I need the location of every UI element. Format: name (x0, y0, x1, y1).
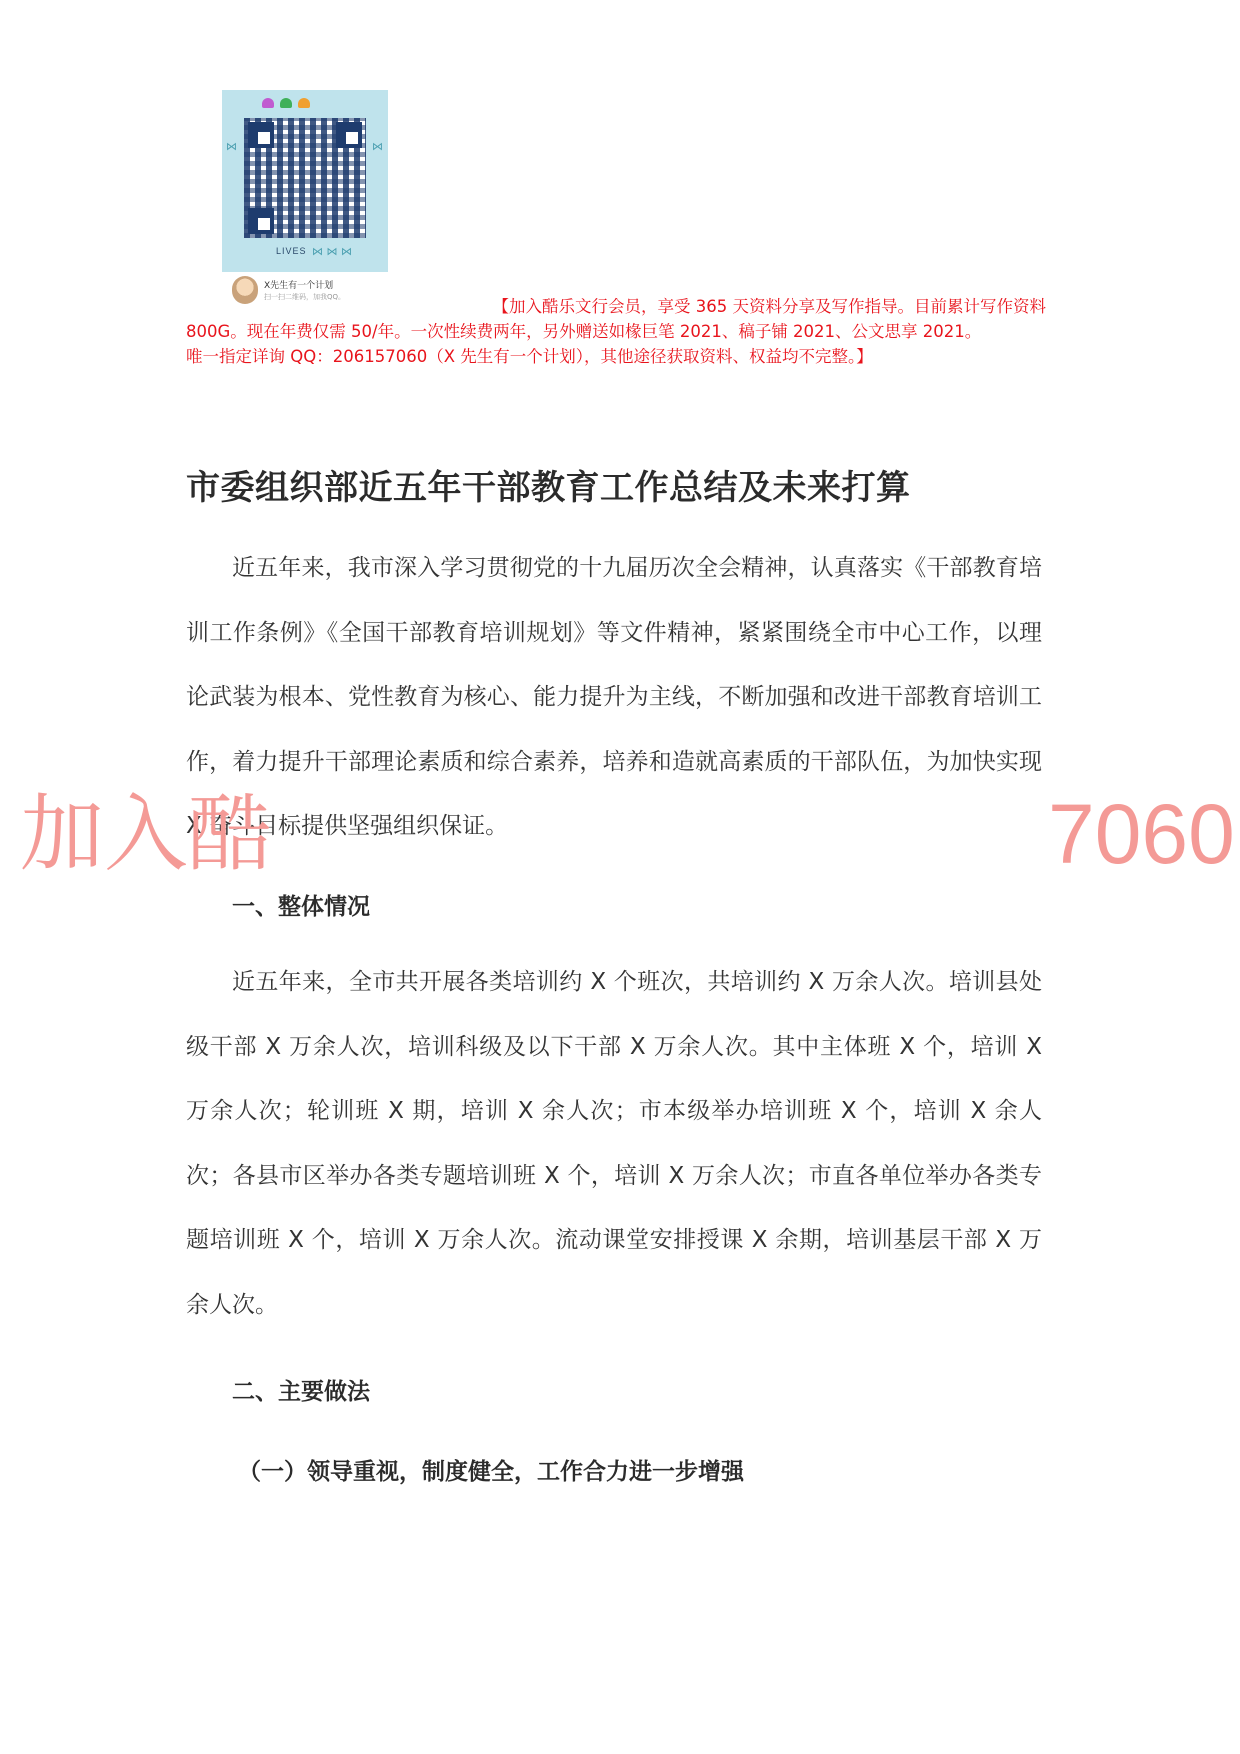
qr-finder-icon (248, 122, 274, 148)
qr-account-name: X先生有一个计划 (264, 281, 334, 291)
promo-line: 唯一指定详询 QQ：206157060（X 先生有一个计划），其他途径获取资料、权益均不完整。】 (186, 347, 873, 366)
intro-paragraph: 近五年来，我市深入学习贯彻党的十九届历次全会精神，认真落实《干部教育培训工作条例》《全国干部教育培训规划》等文件精神，紧紧围绕全市中心工作，以理论武装为根本、党性教育为核心、能力提升为主线，不断加强和改进干部教育培训工作，着力提升干部理论素质和综合素养，培养和造就高素质的干部队伍，为加快实现 X 奋斗目标提供坚强组织保证。 (186, 555, 1042, 839)
section-heading: 二、主要做法 (232, 1379, 370, 1405)
fish-icon: ⋈ ⋈ ⋈ (312, 245, 352, 258)
promo-line: 800G。现在年费仅需 50/年。一次性续费两年，另外赠送如椽巨笔 2021、稿子铺 2021、公文思享 2021。 (186, 322, 982, 341)
qr-account-subtitle: 扫一扫二维码，加我QQ。 (264, 293, 346, 301)
subsection-heading: （一）领导重视，制度健全，工作合力进一步增强 (238, 1459, 744, 1485)
section-heading: 一、整体情况 (232, 894, 370, 920)
fish-icon: ⋈ (226, 140, 237, 153)
watermark-right: 7060 (1048, 787, 1235, 881)
qr-finder-icon (336, 122, 362, 148)
ghost-icons (262, 98, 310, 108)
promo-notice (186, 294, 1046, 369)
page-title: 市委组织部近五年干部教育工作总结及未来打算 (186, 468, 911, 508)
qr-caption: LIVES (276, 246, 307, 256)
qr-code-image (222, 90, 388, 272)
qr-finder-icon (248, 208, 274, 234)
promo-line: 【加入酷乐文行会员，享受 365 天资料分享及写作指导。目前累计写作资料 (492, 297, 1046, 316)
watermark-left: 加入酷 (20, 785, 273, 883)
qr-code (244, 118, 366, 238)
section-paragraph: 近五年来，全市共开展各类培训约 X 个班次，共培训约 X 万余人次。培训县处级干部 X 万余人次，培训科级及以下干部 X 万余人次。其中主体班 X 个，培训 X 万余人次；轮训班 X 期，培训 X 余人次；市本级举办培训班 X 个，培训 X 余人次；各县市区举办各类专题培训班 X 个，培训 X 万余人次；市直各单位举办各类专题培训班 X 个，培训 X 万余人次。流动课堂安排授课 X 余期，培训基层干部 X 万余人次。 (186, 969, 1042, 1318)
fish-icon: ⋈ (372, 140, 383, 153)
